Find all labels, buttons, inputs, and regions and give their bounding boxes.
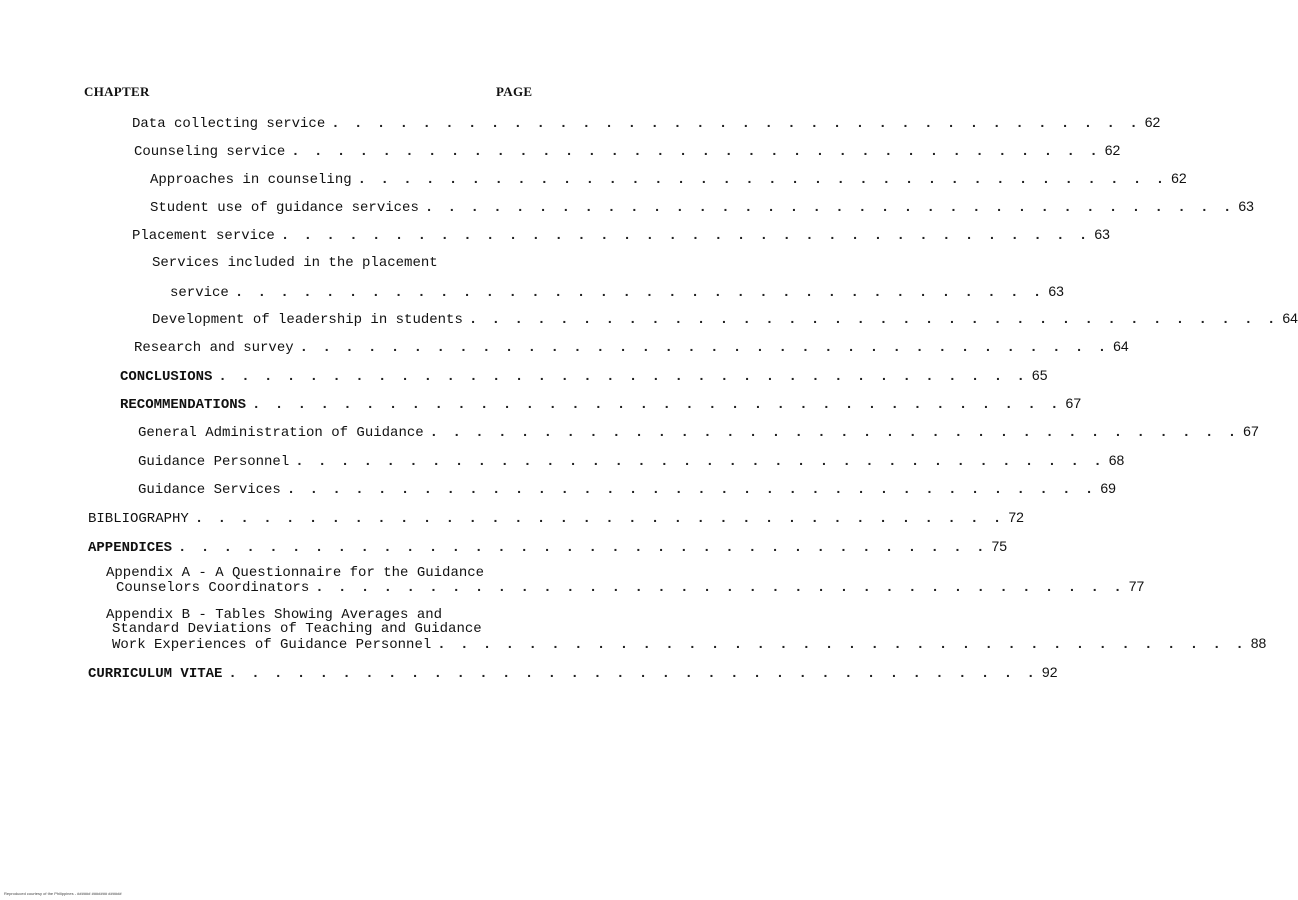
toc-entry [134, 142, 1121, 160]
toc-entry-title: CURRICULUM VITAE [88, 666, 223, 682]
toc-entry [132, 114, 1161, 132]
leader-dots: . . . . . . . . . . . . . . . . . . . . . . . . . . . . . . . . . . . . [178, 540, 988, 556]
toc-entry [112, 635, 1267, 653]
toc-entry [150, 170, 1187, 188]
toc-entry-title: service [170, 285, 229, 301]
toc-entry-title: BIBLIOGRAPHY [88, 511, 189, 527]
toc-entry-title: Guidance Personnel [138, 454, 290, 470]
toc-entry-page: 77 [1128, 578, 1145, 594]
leader-dots: . . . . . . . . . . . . . . . . . . . . . . . . . . . . . . . . . . . . [299, 340, 1110, 356]
leader-dots: . . . . . . . . . . . . . . . . . . . . . . . . . . . . . . . . . . . . [291, 144, 1101, 160]
toc-entry-page: 68 [1108, 452, 1125, 468]
leader-dots: . . . . . . . . . . . . . . . . . . . . . . . . . . . . . . . . . . . . [218, 369, 1028, 385]
toc-entry-title: Services included in the placement [152, 255, 438, 271]
toc-entry [170, 283, 1064, 301]
leader-dots: . . . . . . . . . . . . . . . . . . . . . . . . . . . . . . . . . . . . [437, 637, 1247, 653]
footer-fine-print: Reproduced courtesy of the Philippines - ###### ####### ###### [4, 891, 122, 896]
chapter-header: CHAPTER [84, 84, 150, 99]
toc-entry-title: APPENDICES [88, 540, 173, 556]
toc-entry [120, 395, 1082, 413]
toc-entry-title: RECOMMENDATIONS [120, 397, 247, 413]
toc-entry [132, 226, 1110, 244]
toc-entry-page: 62 [1104, 142, 1121, 158]
toc-entry-page: 62 [1171, 170, 1187, 186]
toc-entry-title: Guidance Services [138, 482, 281, 498]
toc-entry-title: Student use of guidance services [150, 200, 419, 216]
toc-entry [116, 578, 1145, 596]
leader-dots: . . . . . . . . . . . . . . . . . . . . . . . . . . . . . . . . . . . . [357, 172, 1168, 188]
leader-dots: . . . . . . . . . . . . . . . . . . . . . . . . . . . . . . . . . . . . [468, 312, 1279, 328]
leader-dots: . . . . . . . . . . . . . . . . . . . . . . . . . . . . . . . . . . . . [424, 200, 1235, 216]
leader-dots: . . . . . . . . . . . . . . . . . . . . . . . . . . . . . . . . . . . . [286, 482, 1097, 498]
leader-dots: . . . . . . . . . . . . . . . . . . . . . . . . . . . . . . . . . . . . [194, 511, 1005, 527]
toc-entry [134, 338, 1129, 356]
leader-dots: . . . . . . . . . . . . . . . . . . . . . . . . . . . . . . . . . . . . [295, 454, 1105, 470]
toc-entry [138, 452, 1125, 470]
leader-dots: . . . . . . . . . . . . . . . . . . . . . . . . . . . . . . . . . . . . [228, 666, 1038, 682]
toc-entry-page: 69 [1100, 480, 1116, 496]
toc-entry-page: 65 [1031, 367, 1048, 383]
toc-entry [88, 538, 1008, 556]
toc-entry-page: 63 [1094, 226, 1110, 242]
leader-dots: . . . . . . . . . . . . . . . . . . . . . . . . . . . . . . . . . . . . [315, 580, 1125, 596]
toc-entry-page: 64 [1113, 338, 1129, 354]
leader-dots: . . . . . . . . . . . . . . . . . . . . . . . . . . . . . . . . . . . . [252, 397, 1062, 413]
toc-entry-title: Appendix B - Tables Showing Averages and [106, 607, 443, 623]
toc-entry-title: Data collecting service [132, 116, 326, 132]
leader-dots: . . . . . . . . . . . . . . . . . . . . . . . . . . . . . . . . . . . . [234, 285, 1045, 301]
toc-entry-continuation: Standard Deviations of Teaching and Guidance [112, 621, 482, 637]
toc-entry [88, 664, 1058, 682]
leader-dots: . . . . . . . . . . . . . . . . . . . . . . . . . . . . . . . . . . . . [331, 116, 1141, 132]
toc-entry-page: 67 [1243, 423, 1259, 439]
toc-entry-title: Placement service [132, 228, 275, 244]
toc-entry-page: 72 [1008, 509, 1024, 525]
toc-entry [138, 480, 1116, 498]
toc-entry [150, 198, 1254, 216]
leader-dots: . . . . . . . . . . . . . . . . . . . . . . . . . . . . . . . . . . . . [429, 425, 1240, 441]
toc-entry-title: Development of leadership in students [152, 312, 463, 328]
toc-entry-continuation: Work Experiences of Guidance Personnel [112, 637, 432, 653]
toc-entry-page: 62 [1144, 114, 1161, 130]
toc-entry [88, 509, 1024, 527]
toc-entry-page: 67 [1065, 395, 1082, 411]
toc-entry-continuation: Counselors Coordinators [116, 580, 310, 596]
page-header: PAGE [496, 84, 533, 99]
toc-entry-title: Research and survey [134, 340, 294, 356]
toc-entry-title: Approaches in counseling [150, 172, 352, 188]
leader-dots: . . . . . . . . . . . . . . . . . . . . . . . . . . . . . . . . . . . . [280, 228, 1091, 244]
toc-entry [152, 310, 1298, 328]
toc-entry-title: Counseling service [134, 144, 286, 160]
toc-entry-page: 64 [1282, 310, 1298, 326]
toc-entry-page: 88 [1250, 635, 1267, 651]
toc-entry-title: General Administration of Guidance [138, 425, 424, 441]
toc-entry [138, 423, 1259, 441]
toc-entry [120, 367, 1048, 385]
toc-entry-title: CONCLUSIONS [120, 369, 213, 385]
toc-entry-title: Appendix A - A Questionnaire for the Guidance [106, 565, 485, 581]
toc-entry-page: 75 [991, 538, 1008, 554]
toc-entry-page: 92 [1041, 664, 1058, 680]
toc-entry-page: 63 [1048, 283, 1064, 299]
toc-entry-page: 63 [1238, 198, 1254, 214]
